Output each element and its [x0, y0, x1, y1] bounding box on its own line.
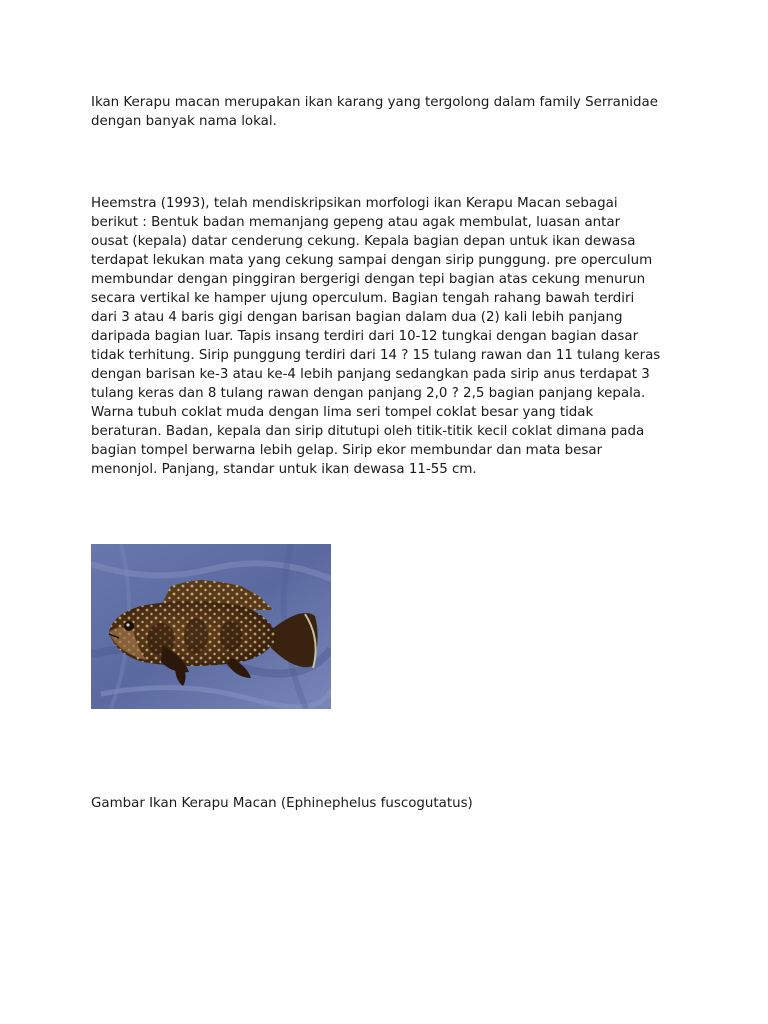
grouper-fish-photo [91, 544, 331, 709]
text-line: ousat (kepala) datar cenderung cekung. Kepala bagian depan untuk ikan dewasa [91, 234, 636, 249]
text-line: daripada bagian luar. Tapis insang terdiri dari 10-12 tungkai dengan bagian dasar [91, 329, 639, 344]
figure-caption [91, 794, 691, 813]
text-line: menonjol. Panjang, standar untuk ikan dewasa 11-55 cm. [91, 462, 477, 477]
text-line: beraturan. Badan, kepala dan sirip ditutupi oleh titik-titik kecil coklat dimana pada [91, 424, 645, 439]
text-line: membundar dengan pinggiran bergerigi dengan tepi bagian atas cekung menurun [91, 272, 646, 287]
text-line: Warna tubuh coklat muda dengan lima seri tompel coklat besar yang tidak [91, 405, 594, 420]
caption-text: Gambar Ikan Kerapu Macan (Ephinephelus fuscogutatus) [91, 796, 473, 811]
text-line: tidak terhitung. Sirip punggung terdiri dari 14 ? 15 tulang rawan dan 11 tulang keras [91, 348, 661, 363]
text-line: dengan banyak nama lokal. [91, 114, 277, 129]
intro-paragraph [91, 93, 691, 131]
text-line: dari 3 atau 4 baris gigi dengan barisan bagian dalam dua (2) kali lebih panjang [91, 310, 623, 325]
text-line: terdapat lekukan mata yang cekung sampai dengan sirip punggung. pre operculum [91, 253, 653, 268]
text-line: tulang keras dan 8 tulang rawan dengan panjang 2,0 ? 2,5 bagian panjang kepala. [91, 386, 646, 401]
text-line: Ikan Kerapu macan merupakan ikan karang yang tergolong dalam family Serranidae [91, 95, 658, 110]
text-line: bagian tompel berwarna lebih gelap. Sirip ekor membundar dan mata besar [91, 443, 603, 458]
text-line: dengan barisan ke-3 atau ke-4 lebih panjang sedangkan pada sirip anus terdapat 3 [91, 367, 650, 382]
text-line: berikut : Bentuk badan memanjang gepeng atau agak membulat, luasan antar [91, 215, 621, 230]
text-line: secara vertikal ke hamper ujung operculum. Bagian tengah rahang bawah terdiri [91, 291, 635, 306]
text-line: Heemstra (1993), telah mendiskripsikan morfologi ikan Kerapu Macan sebagai [91, 196, 618, 211]
morphology-paragraph [91, 194, 691, 479]
